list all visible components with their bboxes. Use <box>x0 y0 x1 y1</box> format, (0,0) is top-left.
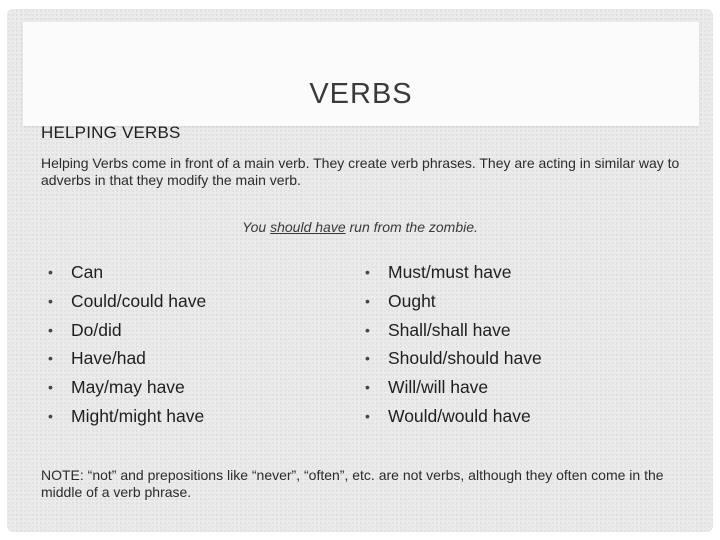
list-item: • Might/might have <box>48 402 206 431</box>
helping-verbs-list-right <box>365 258 542 431</box>
example-after: run from the zombie. <box>345 219 478 235</box>
list-item: • May/may have <box>48 373 206 402</box>
example-before: You <box>242 219 271 235</box>
bullet-icon: • <box>48 292 53 309</box>
helping-verbs-list-left <box>48 258 206 431</box>
bullet-icon: • <box>48 321 53 338</box>
bullet-icon: • <box>48 407 53 424</box>
title-box <box>23 22 699 126</box>
intro-term: Helping Verbs <box>41 155 129 171</box>
bullet-icon: • <box>48 264 53 280</box>
bullet-icon: • <box>365 407 370 424</box>
bullet-icon: • <box>365 292 370 309</box>
list-item: • Must/must have <box>365 258 542 287</box>
list-item: • Do/did <box>48 316 206 345</box>
bullet-icon: • <box>48 350 53 367</box>
bullet-icon: • <box>48 379 53 396</box>
list-item: • Ought <box>365 287 542 316</box>
intro-text: come in front of a main verb. They create verb phrases. They are acting in similar way to adverbs in that they modify the main verb. <box>41 155 680 188</box>
intro-paragraph <box>41 155 681 189</box>
example-key-phrase: should have <box>270 219 346 235</box>
bullet-icon: • <box>365 379 370 396</box>
list-item: • Would/would have <box>365 402 542 431</box>
bullet-icon: • <box>365 264 370 280</box>
bullet-icon: • <box>365 350 370 367</box>
note-paragraph: NOTE: “not” and prepositions like “never”, “often”, etc. are not verbs, although they often come in the middle of a verb phrase. <box>41 467 664 500</box>
list-item: • Have/had <box>48 344 206 373</box>
bullet-icon: • <box>365 321 370 338</box>
slide-title: VERBS <box>309 78 413 110</box>
list-item: • Can <box>48 258 206 287</box>
example-sentence <box>0 219 720 235</box>
list-item: • Should/should have <box>365 344 542 373</box>
list-item: • Will/will have <box>365 373 542 402</box>
list-item: • Shall/shall have <box>365 316 542 345</box>
section-heading: HELPING VERBS <box>41 123 181 142</box>
list-item: • Could/could have <box>48 287 206 316</box>
